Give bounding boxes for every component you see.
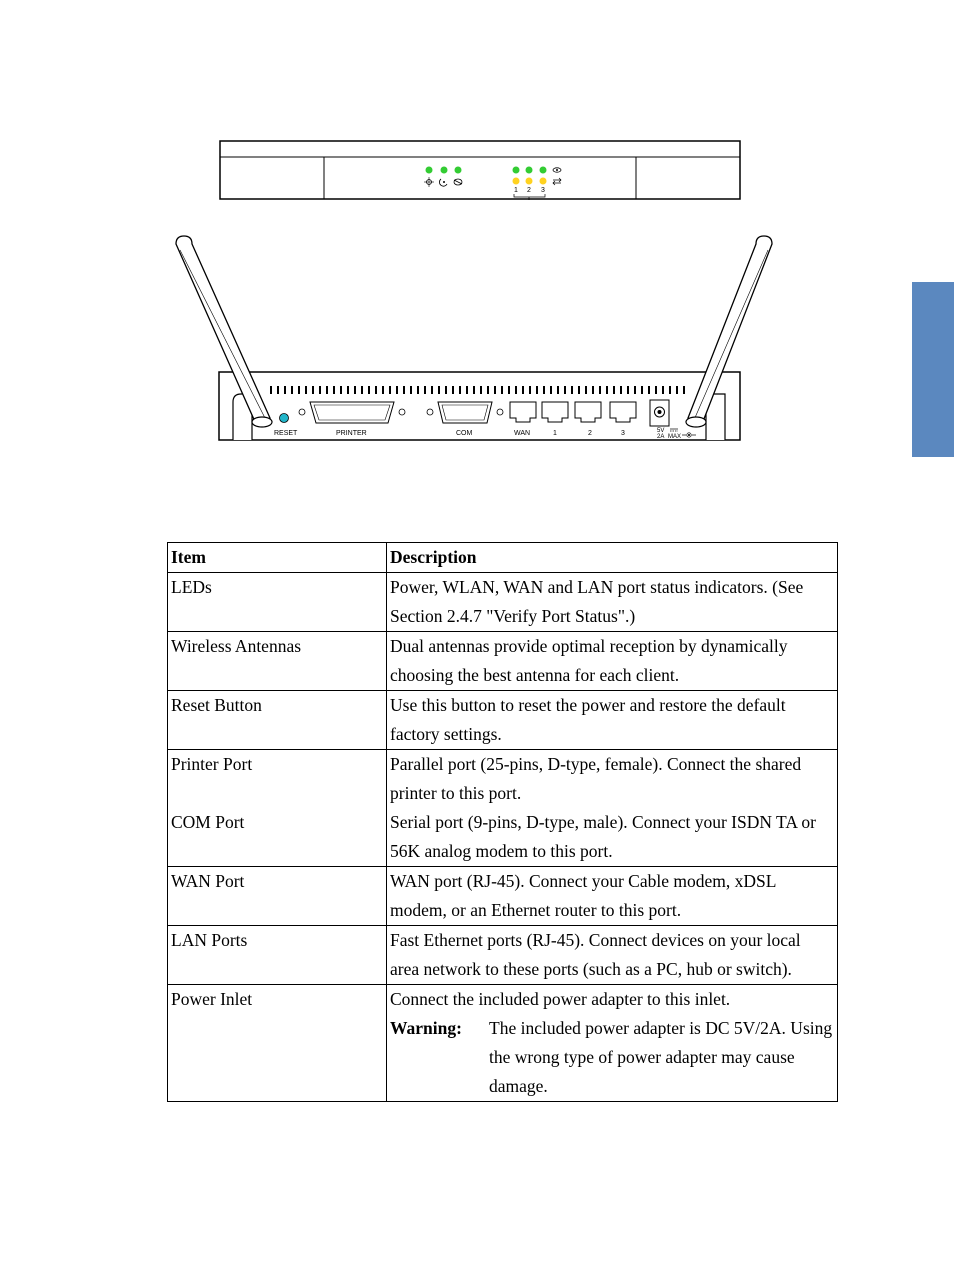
lan3-activity-led xyxy=(540,178,547,185)
row-description: Fast Ethernet ports (RJ-45). Connect devices on your local area network to these ports (such as a PC, hub or switch). xyxy=(387,926,838,985)
printer-label: PRINTER xyxy=(336,430,367,437)
row-description xyxy=(387,985,838,1102)
row-item: COM Port xyxy=(168,808,387,867)
front-lan3-number: 3 xyxy=(541,187,545,194)
table-row-power-inlet xyxy=(168,985,838,1102)
lan2-link-led xyxy=(526,167,533,174)
row-description: Parallel port (25-pins, D-type, female). Connect the shared printer to this port. xyxy=(387,750,838,809)
front-lan1-number: 1 xyxy=(514,187,518,194)
reset-label: RESET xyxy=(274,430,298,437)
warning-text: The included power adapter is DC 5V/2A. Using the wrong type of power adapter may cause damage. xyxy=(489,1018,833,1096)
row-description: Serial port (9-pins, D-type, male). Connect your ISDN TA or 56K analog modem to this port. xyxy=(387,808,838,867)
table-row xyxy=(168,750,838,809)
header-item: Item xyxy=(168,543,387,573)
row-item: Power Inlet xyxy=(168,985,387,1102)
power-warning xyxy=(390,1014,834,1101)
wan-led xyxy=(455,167,462,174)
wlan-led xyxy=(441,167,448,174)
table-row xyxy=(168,632,838,691)
row-item: Reset Button xyxy=(168,691,387,750)
power-jack-illustration xyxy=(650,400,669,426)
power-rating-current: 2A xyxy=(657,434,665,440)
lan2-activity-led xyxy=(526,178,533,185)
row-description: WAN port (RJ-45). Connect your Cable modem, xDSL modem, or an Ethernet router to this port. xyxy=(387,867,838,926)
warning-label: Warning: xyxy=(390,1018,462,1038)
table-row xyxy=(168,691,838,750)
power-description: Connect the included power adapter to this inlet. xyxy=(390,989,731,1009)
row-item: Printer Port xyxy=(168,750,387,809)
power-rating-max: MAX xyxy=(668,434,682,440)
lan3-link-led xyxy=(540,167,547,174)
table-row xyxy=(168,926,838,985)
lan2-label: 2 xyxy=(588,430,592,437)
chapter-side-tab xyxy=(912,282,954,457)
row-item: LAN Ports xyxy=(168,926,387,985)
row-item: WAN Port xyxy=(168,867,387,926)
hardware-description-table xyxy=(167,542,838,1102)
power-led xyxy=(426,167,433,174)
front-lan2-number: 2 xyxy=(527,187,531,194)
lan1-link-led xyxy=(513,167,520,174)
table-header-row xyxy=(168,543,838,573)
table-row xyxy=(168,867,838,926)
row-item: LEDs xyxy=(168,573,387,632)
table-row xyxy=(168,808,838,867)
row-description: Dual antennas provide optimal reception by dynamically choosing the best antenna for each client. xyxy=(387,632,838,691)
printer-port-illustration xyxy=(299,402,405,423)
header-description: Description xyxy=(387,543,838,573)
router-front-panel-figure xyxy=(218,140,742,204)
table-row xyxy=(168,573,838,632)
lan1-label: 1 xyxy=(553,430,557,437)
row-item: Wireless Antennas xyxy=(168,632,387,691)
com-label: COM xyxy=(456,430,473,437)
router-back-panel-figure xyxy=(170,232,782,444)
row-description: Power, WLAN, WAN and LAN port status indicators. (See Section 2.4.7 "Verify Port Status".) xyxy=(387,573,838,632)
power-rating-voltage: 5V xyxy=(657,428,665,434)
reset-button-illustration xyxy=(280,414,289,423)
lan3-label: 3 xyxy=(621,430,625,437)
lan1-activity-led xyxy=(513,178,520,185)
wan-label: WAN xyxy=(514,430,531,437)
row-description: Use this button to reset the power and restore the default factory settings. xyxy=(387,691,838,750)
